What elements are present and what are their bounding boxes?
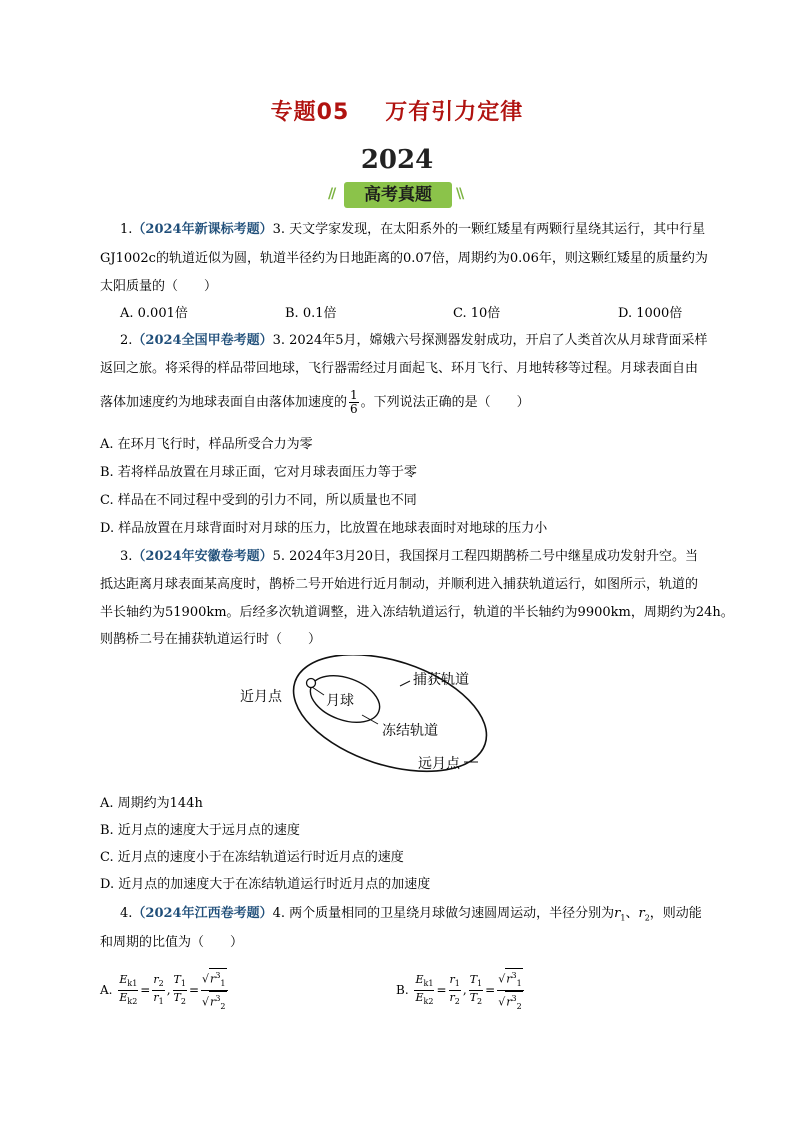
radius-r1: $r_1$ bbox=[614, 906, 626, 923]
far-point-label: 远月点 bbox=[418, 756, 460, 772]
q4-option-a: A. $\frac{E_{k1}}{E_{k2}}$ = $\frac{r_2}{r_1}$ , $\frac{T_1}{T_2}$ = $\frac{√r^3_1}{√r^3_2}$ bbox=[100, 968, 230, 1013]
ek-ratio-a: $\frac{E_{k1}}{E_{k2}}$ bbox=[119, 972, 138, 1007]
q4-number: 4. bbox=[120, 906, 133, 921]
q3-source: （2024年安徽卷考题） bbox=[132, 549, 273, 564]
banner-left-decoration: // bbox=[328, 186, 335, 202]
period-ratio-b: $\frac{T_1}{T_2}$ bbox=[469, 972, 483, 1007]
q1-line2: GJ1002c的轨道近似为圆，轨道半径约为日地距离的0.07倍，周期约为0.06年，则这颗红矮星的质量约为 bbox=[100, 251, 708, 266]
q3-option-d: D. 近月点的加速度大于在冻结轨道运行时近月点的加速度 bbox=[100, 877, 431, 892]
orbit-diagram bbox=[240, 655, 490, 780]
q2-option-b: B. 若将样品放置在月球正面，它对月球表面压力等于零 bbox=[100, 465, 417, 480]
q2-option-d: D. 样品放置在月球背面时对月球的压力，比放置在地球表面时对地球的压力小 bbox=[100, 521, 548, 536]
period-ratio-a: $\frac{T_1}{T_2}$ bbox=[173, 972, 186, 1007]
page-title bbox=[0, 95, 794, 126]
q3-line4: 则鹊桥二号在捕获轨道运行时（ ） bbox=[100, 632, 322, 647]
radius-ratio-a: $\frac{r_2}{r_1}$ bbox=[153, 972, 164, 1007]
capture-orbit-label: 捕获轨道 bbox=[413, 672, 469, 688]
q1-number: 1. bbox=[120, 222, 133, 237]
title-topic-number: 专题05 bbox=[270, 100, 350, 125]
q1-option-c: C. 10倍 bbox=[453, 306, 501, 321]
q3-number: 3. bbox=[120, 549, 133, 564]
q1-option-d: D. 1000倍 bbox=[618, 306, 683, 321]
q2-number: 2. bbox=[120, 333, 133, 348]
capture-orbit-leader bbox=[400, 681, 410, 686]
q3-option-b: B. 近月点的速度大于远月点的速度 bbox=[100, 823, 300, 838]
frozen-orbit-label: 冻结轨道 bbox=[382, 723, 438, 739]
sqrt-ratio-a: $\frac{√r^3_1}{√r^3_2}$ bbox=[201, 968, 227, 1013]
radius-ratio-b: $\frac{r_1}{r_2}$ bbox=[449, 972, 460, 1007]
q1-source: （2024年新课标考题） bbox=[132, 222, 273, 237]
banner-right-decoration: \\ bbox=[456, 186, 463, 202]
q1-line3: 太阳质量的（ ） bbox=[100, 279, 218, 294]
q2-option-c: C. 样品在不同过程中受到的引力不同，所以质量也不同 bbox=[100, 493, 417, 508]
section-banner bbox=[328, 182, 468, 208]
year-heading: 2024 bbox=[360, 145, 434, 175]
q1-line1: 1.（2024年新课标考题）3. 天文学家发现，在太阳系外的一颗红矮星有两颗行星绕其运行，其中行星 bbox=[120, 222, 706, 237]
moon-label: 月球 bbox=[326, 693, 354, 709]
q3-line1: 3.（2024年安徽卷考题）5. 2024年3月20日，我国探月工程四期鹊桥二号中继星成功发射升空。当 bbox=[120, 549, 699, 564]
title-topic-name: 万有引力定律 bbox=[385, 100, 524, 125]
q2-option-a: A. 在环月飞行时，样品所受合力为零 bbox=[100, 437, 313, 452]
q3-line3: 半长轴约为51900km。后经多次轨道调整，进入冻结轨道运行，轨道的半长轴约为9900km，周期约为24h。 bbox=[100, 605, 734, 620]
q3-line2: 抵达距离月球表面某高度时，鹊桥二号开始进行近月制动，并顺利进入捕获轨道运行，如图所示，轨道的 bbox=[100, 577, 699, 592]
sqrt-ratio-b: $\frac{√r^3_1}{√r^3_2}$ bbox=[497, 968, 523, 1013]
q3-option-c: C. 近月点的速度小于在冻结轨道运行时近月点的速度 bbox=[100, 850, 404, 865]
q4-line2: 和周期的比值为（ ） bbox=[100, 935, 244, 950]
q1-option-a: A. 0.001倍 bbox=[120, 306, 188, 321]
q4-source: （2024年江西卷考题） bbox=[132, 906, 273, 921]
banner-label: 高考真题 bbox=[344, 182, 452, 208]
ek-ratio-b: $\frac{E_{k1}}{E_{k2}}$ bbox=[415, 972, 434, 1007]
radius-r2: $r_2$ bbox=[638, 906, 650, 923]
moon-label-leader bbox=[312, 687, 324, 695]
q4-line1: 4.（2024年江西卷考题）4. 两个质量相同的卫星绕月球做匀速圆周运动，半径分别为$r_1$、$r_2$，则动能 bbox=[120, 906, 702, 923]
near-point-label: 近月点 bbox=[240, 689, 282, 705]
q2-source: （2024全国甲卷考题） bbox=[132, 333, 273, 348]
q2-line2: 返回之旅。将采得的样品带回地球，飞行器需经过月面起飞、环月飞行、月地转移等过程。月球表面自由 bbox=[100, 361, 699, 376]
moon-circle bbox=[307, 679, 316, 688]
q2-line1: 2.（2024全国甲卷考题）3. 2024年5月，嫦娥六号探测器发射成功，开启了人类首次从月球背面采样 bbox=[120, 333, 708, 348]
fraction-one-sixth: $\frac{1}{6}$ bbox=[350, 388, 358, 416]
q2-line3: 落体加速度约为地球表面自由落体加速度的 $\frac{1}{6}$ 。下列说法正确的是（ ） bbox=[100, 388, 530, 416]
q3-option-a: A. 周期约为144h bbox=[100, 796, 203, 811]
q4-option-b: B. $\frac{E_{k1}}{E_{k2}}$ = $\frac{r_1}{r_2}$ , $\frac{T_1}{T_2}$ = $\frac{√r^3_1}{√r^3_2}$ bbox=[396, 968, 526, 1013]
q1-option-b: B. 0.1倍 bbox=[285, 306, 337, 321]
